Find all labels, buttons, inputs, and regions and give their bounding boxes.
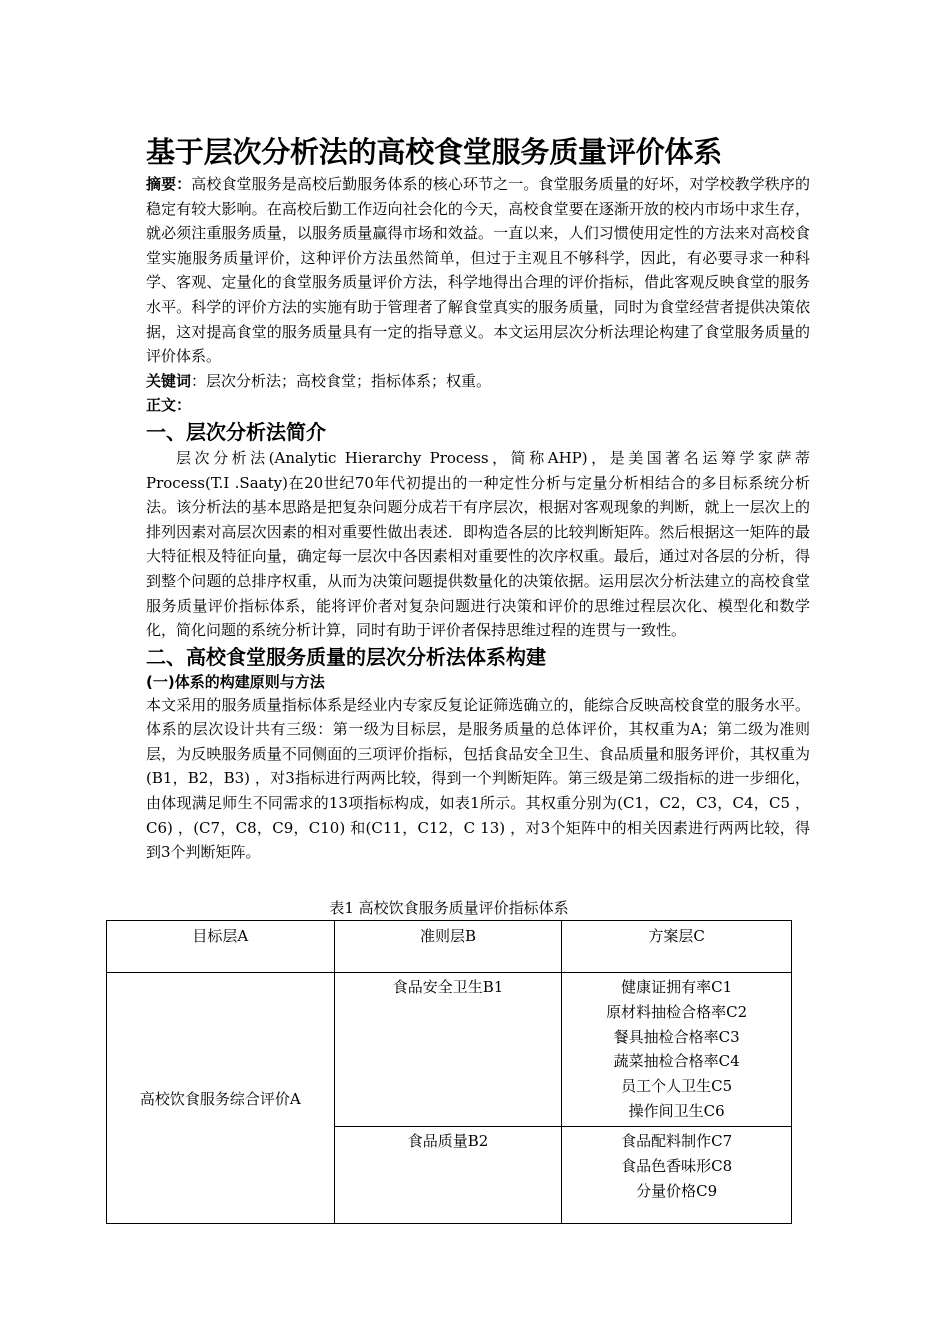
list-item: 员工个人卫生C5 — [621, 1077, 733, 1096]
items-cell — [562, 973, 792, 1127]
list-item: 操作间卫生C6 — [628, 1101, 725, 1120]
indicator-table — [106, 920, 792, 1224]
header-goal: 目标层A — [107, 921, 335, 973]
goal-cell: 高校饮食服务综合评价A — [107, 973, 335, 1224]
abstract — [146, 172, 810, 369]
abstract-text: 高校食堂服务是高校后勤服务体系的核心环节之一。食堂服务质量的好坏，对学校教学秩序的稳定有较大影响。在高校后勤工作迈向社会化的今天，高校食堂要在逐渐开放的校内市场中求生存，就必须注重服务质量，以服务质量赢得市场和效益。一直以来，人们习惯使用定性的方法来对高校食堂实施服务质量评价，这种评价方法虽然简单，但过于主观且不够科学，因此，有必要寻求一种科学、客观、定量化的食堂服务质量评价方法，科学地得出合理的评价指标，借此客观反映食堂的服务水平。科学的评价方法的实施有助于管理者了解食堂真实的服务质量，同时为食堂经营者提供决策依据，这对提高食堂的服务质量具有一定的指导意义。本文运用层次分析法理论构建了食堂服务质量的评价体系。 — [146, 175, 810, 366]
list-item: 原材料抽检合格率C2 — [606, 1002, 748, 1021]
table-caption: 表1 高校饮食服务质量评价指标体系 — [329, 899, 569, 917]
keywords-text: ：层次分析法；高校食堂；指标体系；权重。 — [191, 371, 492, 390]
header-criterion: 准则层B — [334, 921, 562, 973]
list-item: 餐具抽检合格率C3 — [613, 1027, 740, 1046]
header-alternative: 方案层C — [562, 921, 792, 973]
table-row — [107, 973, 792, 1127]
section2-heading: 二、高校食堂服务质量的层次分析法体系构建 — [146, 644, 546, 669]
section2-text: 本文采用的服务质量指标体系是经业内专家反复论证筛选确立的，能综合反映高校食堂的服务水平。体系的层次设计共有三级：第一级为目标层，是服务质量的总体评价，其权重为A；第二级为准则层，为反映服务质量不同侧面的三项评价指标，包括食品安全卫生、食品质量和服务评价，其权重为(B1，B2，B3) ，对3指标进行两两比较，得到一个判断矩阵。第三级是第二级指标的进一步细化，由体现满足师生不同需求的13项指标构成，如表1所示。其权重分别为(C1，C2，C3，C4，C5 ，C6) ，(C7，C8，C9，C10) 和(C11，C12，C 13) ，对3个矩阵中的相关因素进行两两比较，得到3个判断矩阵。 — [146, 695, 810, 862]
document-page — [146, 132, 810, 865]
criterion-cell: 食品安全卫生B1 — [334, 973, 562, 1127]
table-header-row — [107, 921, 792, 973]
body-label: 正文： — [146, 396, 192, 415]
list-item: 健康证拥有率C1 — [621, 978, 733, 996]
keywords — [146, 369, 810, 394]
list-item: 食品色香味形C8 — [621, 1156, 733, 1175]
criterion-cell: 食品质量B2 — [334, 1127, 562, 1224]
list-item: 蔬菜抽检合格率C4 — [613, 1052, 740, 1071]
list-item: 食品配料制作C7 — [621, 1132, 733, 1150]
items-cell — [562, 1127, 792, 1224]
page-title: 基于层次分析法的高校食堂服务质量评价体系 — [146, 135, 723, 169]
list-item: 分量价格C9 — [636, 1181, 718, 1200]
keywords-label: 关键词 — [146, 371, 192, 390]
section1-text: 层次分析法(Analytic Hierarchy Process，简称AHP)，是美国著名运筹学家萨蒂Process(T.I .Saaty)在20世纪70年代初提出的一种定性分析与定量分析相结合的多目标系统分析法。该分析法的基本思路是把复杂问题分成若干有序层次，根据对客观现象的判断，就上一层次上的排列因素对高层次因素的相对重要性做出表述．即构造各层的比较判断矩阵。然后根据这一矩阵的最大特征根及特征向量，确定每一层次中各因素相对重要性的次序权重。最后，通过对各层的分析，得到整个问题的总排序权重，从而为决策问题提供数量化的决策依据。运用层次分析法建立的高校食堂服务质量评价指标体系，能将评价者对复杂问题进行决策和评价的思维过程层次化、模型化和数学化，简化问题的系统分析计算，同时有助于评价者保持思维过程的连贯与一致性。 — [146, 448, 810, 640]
section1-heading: 一、层次分析法简介 — [146, 419, 326, 444]
abstract-label: 摘要： — [146, 175, 192, 193]
section2-subheading: (一)体系的构建原则与方法 — [146, 672, 325, 691]
